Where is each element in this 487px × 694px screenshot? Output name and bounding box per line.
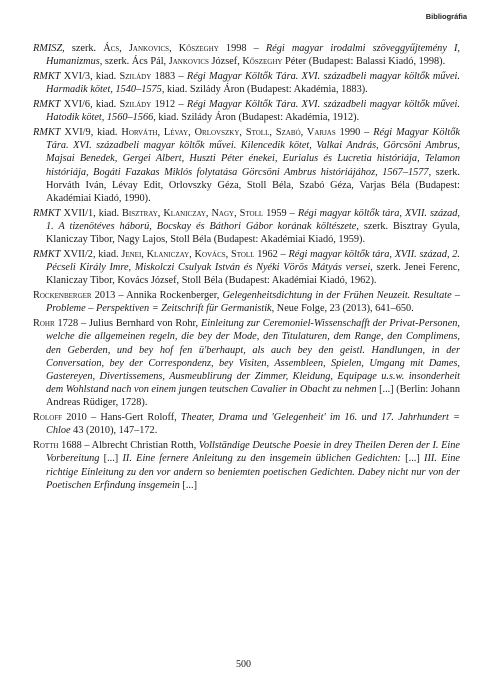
bibliography-entry: [33, 126, 460, 205]
entry-title-text: Régi magyar költők tára, XVII. század, 1. A tizenötéves háború, Bocskay és Báthori Gábor korának költészete: [46, 207, 460, 233]
entry-title-text: Régi Magyar Költők Tára. XVI. századbeli magyar költők művei. Harmadik kötet, 1540–1575: [46, 71, 460, 96]
bibliography-list: [33, 42, 460, 494]
bibliography-entry: [33, 98, 460, 124]
entry-title-text: Régi Magyar Költők Tára. XVI. századbeli magyar költők művei. Kilencedik kötet, Valkai András, Görcsöni Ambrus, Majsai Benedek, Gergei Albert, Huszti Péter énekei, Eurialus és Lucretia históriája, Telamon históriája, Bogáti Fazakas Miklós folytatása Görcsöni Ambrus históriájához, 1567–1577: [46, 127, 461, 178]
entry-text: XVII/2, kiad.: [60, 249, 122, 261]
entry-title-text: Vollständige Deutsche Poesie in drey Theilen Deren der I. Eine Vorbereitung: [46, 440, 460, 465]
entry-text: [...]: [400, 453, 425, 465]
entry-title-text: RMKT: [33, 207, 61, 219]
entry-author-text: Jenei, Klaniczay, Kovács, Stoll: [121, 249, 255, 261]
entry-text: 1962 –: [254, 249, 289, 261]
entry-text: 1998 –: [218, 43, 266, 54]
entry-title-text: Régi Magyar Költők Tára. XVI. századbeli magyar költők művei. Hatodik kötet, 1560–1566: [46, 99, 460, 124]
entry-text: 2013 – Annika Rockenberger,: [91, 290, 223, 302]
entry-title-text: Gelegenheitsdichtung in der Frühen Neuzeit. Resultate – Probleme – Perspektiven = Zeitschrift für Germanistik: [46, 290, 460, 315]
entry-title-text: Régi magyar irodalmi szöveggyűjtemény I, Humanizmus: [46, 43, 460, 68]
entry-text: [...]: [179, 479, 197, 491]
bibliography-entry: [33, 42, 460, 68]
entry-text: , kiad. Szilády Áron (Budapest: Akadémia, 1883).: [161, 84, 368, 96]
entry-text: , szerk. Horváth Iván, Lévay Edit, Orlovszky Géza, Stoll Béla, Szabó Géza, Varjas Béla (Budapest: Akadémiai Kiadó, 1990).: [46, 166, 460, 205]
entry-author-text: Roloff: [33, 412, 63, 424]
entry-title-text: II. Eine fernere Anleitung zu den insgemein üblichen Gedichten:: [122, 453, 401, 465]
entry-text: XVII/1, kiad.: [60, 207, 123, 219]
entry-title-text: RMKT: [33, 71, 61, 82]
entry-title-text: RMKT: [33, 249, 61, 261]
bibliography-entry: [33, 411, 460, 437]
entry-text: 43 (2010), 147–172.: [70, 425, 158, 437]
entry-text: 2010 – Hans-Gert Roloff,: [62, 412, 181, 424]
entry-text: 1990 –: [335, 127, 374, 138]
entry-title-text: Theater, Drama und 'Gelegenheit' im 16. und 17. Jahrhundert = Chloe: [46, 412, 460, 437]
entry-text: 1883 –: [151, 71, 187, 82]
entry-text: , Neue Folge, 23 (2013), 641–650.: [271, 303, 414, 315]
entry-text: [...] (Berlin: Johann Andreas Rüdiger, 1728).: [46, 384, 461, 409]
entry-text: , szerk.: [62, 43, 104, 54]
entry-text: XVI/3, kiad.: [60, 71, 120, 82]
entry-author-text: Rotth: [33, 440, 59, 452]
bibliography-entry: [33, 207, 460, 247]
entry-text: [...]: [99, 453, 123, 465]
entry-text: , kiad. Szilády Áron (Budapest: Akadémia, 1912).: [153, 112, 360, 124]
entry-author-text: Kőszeghy: [242, 56, 283, 68]
entry-text: József,: [208, 56, 243, 68]
entry-author-text: Rockenberger: [33, 290, 92, 302]
entry-text: 1688 – Albrecht Christian Rotth,: [58, 440, 199, 452]
entry-text: , szerk. Ács Pál,: [99, 56, 169, 68]
entry-author-text: Szilády: [119, 99, 152, 110]
entry-text: 1912 –: [151, 99, 187, 110]
entry-author-text: Ács, Jankovics, Kőszeghy: [103, 43, 219, 54]
entry-text: 1959 –: [263, 207, 298, 219]
entry-text: XVI/6, kiad.: [60, 99, 120, 110]
bibliography-entry: [33, 70, 460, 96]
entry-author-text: Jankovics: [168, 56, 209, 68]
entry-title-text: Régi magyar költők tára, XVII. század, 2. Pécseli Király Imre, Miskolczi Csulyak István és Nyéki Vörös Mátyás versei: [46, 249, 460, 274]
entry-author-text: Szilády: [119, 71, 152, 82]
bibliography-entry: [33, 248, 460, 288]
entry-title-text: RMISZ: [33, 43, 63, 54]
running-header: Bibliográfia: [425, 12, 467, 21]
entry-author-text: Bisztray, Klaniczay, Nagy, Stoll: [122, 207, 264, 219]
page-number: 500: [236, 659, 251, 670]
entry-text: XVI/9, kiad.: [60, 127, 122, 138]
bibliography-entry: [33, 317, 460, 409]
bibliography-entry: [33, 289, 460, 315]
entry-text: , szerk. Jenei Ferenc, Klaniczay Tibor, Kovács József, Stoll Béla (Budapest: Akadémiai Kiadó, 1962).: [46, 262, 461, 287]
entry-title-text: RMKT: [33, 127, 61, 138]
entry-title-text: Einleitung zur Ceremoniel-Wissenschafft der Privat-Personen, welche die allgemeinen regeln, die bey der Mode, den Titulaturen, dem Range, den Complimens, den Geberden, und bey hof fen ü'berhaupt, als auch bey den geistl. Handlungen, in der Conversation, bey der Correspondenz, bey Visiten, Assembleen, Spielen, Umgang mit Dames, Gastereyen, Divertissemens, Ausmeublirung der Zimmer, Kleidung, Equipage u.s.w. insonderheit dem Wohlstand nach von einem jungen teutschen Cavalier in Obacht zu nehmen: [46, 318, 460, 396]
entry-author-text: Rohr: [33, 318, 55, 330]
entry-author-text: Horváth, Lévay, Orlovszky, Stoll, Szabó, Varjas: [121, 127, 336, 138]
entry-text: 1728 – Julius Bernhard von Rohr,: [54, 318, 201, 330]
entry-text: , szerk. Bisztray Gyula, Klaniczay Tibor, Nagy Lajos, Stoll Béla (Budapest: Akadémiai Kiadó, 1959).: [46, 221, 461, 246]
entry-title-text: III. Eine richtige Einleitung zu den vor andern so beniemten poetischen Gedichten. Dabey nicht nur von der Poetischen Erfindung insgemein: [46, 453, 460, 491]
entry-text: Péter (Budapest: Balassi Kiadó, 1998).: [282, 56, 446, 68]
bibliography-entry: [33, 439, 460, 492]
entry-title-text: RMKT: [33, 99, 61, 110]
